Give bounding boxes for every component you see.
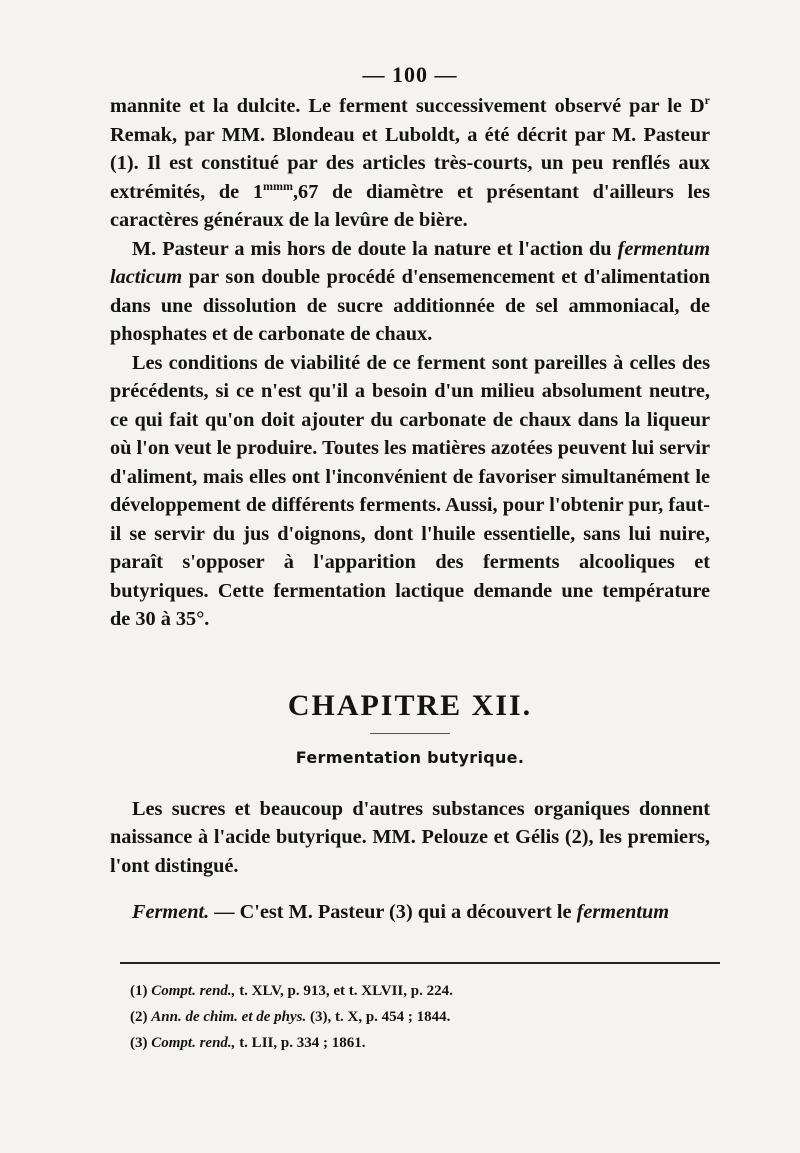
footnote-3-source: Compt. rend., bbox=[151, 1035, 236, 1051]
paragraph-4: Les sucres et beaucoup d'autres substances organiques donnent naissance à l'acide butyrique. MM. Pelouze et Gélis (2), les premiers, l'ont distingué. bbox=[110, 797, 710, 877]
paragraph-5-italic-lead: Ferment. bbox=[132, 901, 210, 923]
paragraph-3: Les conditions de viabilité de ce ferment sont pareilles à celles des précédents, si ce n'est qu'il a besoin d'un milieu absolument neutre, ce qui fait qu'on doit ajouter du carbonate de chaux dans la liqueur où l'on veut le produire. Toutes les matières azotées peuvent lui servir d'aliment, mais elles ont l'inconvénient de favoriser simultanément le développement de différents ferments. Aussi, pour l'obtenir pur, faut-il se servir du jus d'oignons, dont l'huile essentielle, sans lui nuire, paraît s'opposer à l'apparition des ferments alcooliques et butyriques. Cette fermentation lactique demande une température de 30 à 35°. bbox=[110, 351, 710, 630]
footnote-1 bbox=[130, 978, 710, 1004]
paragraph-2-italic: fermentum lacticum bbox=[110, 237, 710, 288]
paragraph-5-italic-tail: fermentum bbox=[576, 901, 670, 923]
page-number: — 100 — bbox=[362, 62, 458, 87]
footnote-2-number: (2) bbox=[130, 1009, 152, 1025]
paragraph-5 bbox=[110, 898, 710, 927]
paragraph-2 bbox=[110, 235, 710, 349]
paragraph-1-text-b: Remak, par MM. Blondeau et Luboldt, a été décrit par M. Pasteur (1). Il est constitué par des articles très-courts, un peu renflés aux extrémités, de 1 bbox=[110, 123, 710, 203]
paragraph-1 bbox=[110, 92, 710, 235]
paragraph-5-text: — C'est M. Pasteur (3) qui a découvert le bbox=[209, 901, 577, 923]
footnote-3 bbox=[130, 1030, 710, 1056]
footnote-divider bbox=[120, 962, 720, 964]
paragraph-2-text-a: M. Pasteur a mis hors de doute la nature et l'action du bbox=[132, 237, 618, 260]
footnote-2 bbox=[130, 1004, 710, 1030]
footnote-1-source: Compt. rend., bbox=[151, 983, 236, 999]
footnote-2-ref: (3), t. X, p. 454 ; 1844. bbox=[306, 1009, 451, 1025]
chapter-subtitle: Fermentation butyrique. bbox=[295, 747, 525, 767]
footnote-2-source: Ann. de chim. et de phys. bbox=[151, 1009, 307, 1025]
page-body bbox=[110, 62, 710, 927]
footnote-1-number: (1) bbox=[130, 983, 152, 999]
paragraph-2-text-b: par son double procédé d'ensemencement et d'alimentation dans une dissolution de sucre additionnée de sel ammoniacal, de phosphates et de carbonate de chaux. bbox=[110, 266, 710, 345]
chapter-divider bbox=[370, 733, 450, 734]
footnote-3-number: (3) bbox=[130, 1035, 152, 1051]
superscript-mmm: mmm bbox=[262, 178, 293, 193]
paragraph-1-text-a: mannite et la dulcite. Le ferment successivement observé par le D bbox=[110, 95, 705, 117]
superscript-dr: r bbox=[704, 93, 710, 108]
paragraph-1-text-c: ,67 de diamètre et présentant d'ailleurs les caractères généraux de la levûre de bière. bbox=[110, 180, 710, 231]
footnote-3-ref: t. LII, p. 334 ; 1861. bbox=[235, 1035, 366, 1051]
chapter-title: CHAPITRE XII. bbox=[287, 688, 533, 722]
footnotes bbox=[130, 978, 710, 1056]
footnote-1-ref: t. XLV, p. 913, et t. XLVII, p. 224. bbox=[235, 983, 453, 999]
